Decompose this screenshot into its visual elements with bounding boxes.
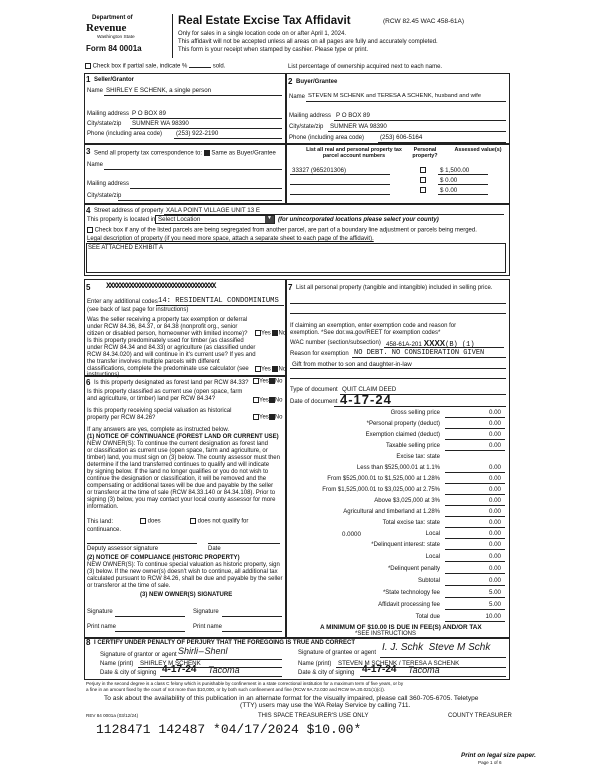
calc-value[interactable]: 0.00 [488, 486, 501, 493]
assessed-value[interactable]: $ 0.00 [440, 177, 458, 184]
header-note-3: This form is your receipt when stamped by cashier. Please type or print. [178, 47, 369, 53]
buyer-phone[interactable]: (253) 606-5164 [380, 134, 423, 141]
exemption-reason-2[interactable]: Gift from mother to son and daughter-in-law [292, 361, 412, 368]
partial-sale-row: Check box if partial sale, indicate % sold. [85, 63, 225, 70]
grantor-signature[interactable]: Shirli – Shenl [178, 646, 228, 656]
assessed-value[interactable]: $ 1,500.00 [440, 167, 470, 174]
calc-value[interactable]: 5.00 [488, 601, 501, 608]
calc-value[interactable]: 0.00 [488, 409, 501, 416]
document-type[interactable]: QUIT CLAIM DEED [342, 386, 397, 393]
seller-name[interactable]: SHIRLEY E SCHENK, a single person [106, 87, 212, 94]
calc-value[interactable]: 0.00 [488, 565, 501, 572]
calc-value[interactable]: 0.00 [488, 431, 501, 438]
grantee-city[interactable]: Tacoma [408, 665, 440, 675]
page-title: Real Estate Excise Tax Affidavit [178, 15, 351, 27]
calc-value[interactable]: 0.00 [488, 420, 501, 427]
calc-value[interactable]: 0.00 [488, 530, 501, 537]
seller-city[interactable]: SUMNER WA 98390 [132, 120, 189, 127]
segregated-checkbox[interactable] [87, 227, 93, 233]
land-does-checkbox[interactable] [140, 518, 146, 524]
land-not-qualify-checkbox[interactable] [190, 518, 196, 524]
calc-value[interactable]: 0.00 [488, 442, 501, 449]
personal-property-checkbox[interactable] [420, 187, 426, 193]
total-due[interactable]: 10.00 [485, 613, 501, 620]
document-date[interactable]: 4-17-24 [340, 392, 392, 407]
header-note-1: Only for sales in a single location code on or after April 1, 2024. [178, 31, 347, 37]
treasurer-stamp: 1128471 142487 *04/17/2024 $10.00* [96, 722, 362, 737]
page-number: Page 1 of 6 [478, 760, 502, 765]
calc-value[interactable]: 0.00 [488, 464, 501, 471]
grantee-signature[interactable]: I. J. Schk Steve M Schk [382, 642, 491, 653]
grantor-name[interactable]: SHIRLEY M SCHENK [140, 660, 201, 667]
calc-value[interactable]: 0.00 [488, 475, 501, 482]
wac-number[interactable]: 458-61A-201 XXXX(B) (1) [386, 339, 475, 349]
partial-sale-checkbox[interactable] [85, 63, 91, 69]
exemption-reason[interactable]: NO DEBT. NO CONSIDERATION GIVEN [354, 349, 485, 357]
buyer-name[interactable]: STEVEN M SCHENK and TERESA A SCHENK, husband and wife [308, 93, 482, 99]
title-ref: (RCW 82.45 WAC 458-61A) [383, 18, 465, 25]
calc-value[interactable]: 0.00 [488, 508, 501, 515]
location-select[interactable]: Select Location ▼ [155, 215, 275, 224]
dept-line1: Department of [92, 15, 133, 21]
buyer-city[interactable]: SUMNER WA 98390 [330, 123, 387, 130]
grantor-city[interactable]: Tacoma [208, 665, 240, 675]
calc-value[interactable]: 0.00 [488, 497, 501, 504]
personal-property-checkbox[interactable] [420, 177, 426, 183]
property-address[interactable]: XALA POINT VILLAGE UNIT 13 E [166, 207, 260, 214]
parcel-number[interactable]: 33327 (965201306) [292, 167, 347, 174]
same-as-buyer-checkbox[interactable] [204, 150, 210, 156]
header-note-2: This affidavit will not be accepted unless all areas on all pages are fully and accurately completed. [178, 39, 438, 45]
seller-phone[interactable]: (253) 922-2190 [176, 130, 219, 137]
grantee-date[interactable]: 4-17-24 [362, 664, 397, 675]
legal-description: SEE ATTACHED EXHIBIT A [88, 245, 164, 251]
chevron-down-icon: ▼ [265, 216, 274, 223]
assessed-value[interactable]: $ 0.00 [440, 187, 458, 194]
calc-value[interactable]: 0.00 [488, 553, 501, 560]
personal-property-checkbox[interactable] [420, 167, 426, 173]
local-rate[interactable]: 0.0000 [342, 531, 361, 538]
calc-value[interactable]: 0.00 [488, 541, 501, 548]
grantee-name[interactable]: STEVEN M SCHENK / TERESA A SCHENK [338, 660, 460, 667]
dept-line3: Washington State [97, 35, 135, 40]
ownership-note: List percentage of ownership acquired next to each name. [288, 64, 443, 70]
calc-value[interactable]: 0.00 [488, 519, 501, 526]
calc-value[interactable]: 0.00 [488, 577, 501, 584]
seller-mailing[interactable]: P O BOX 89 [132, 110, 166, 117]
calc-value[interactable]: 5.00 [488, 589, 501, 596]
form-number: Form 84 0001a [86, 44, 142, 53]
dept-logo-text: Revenue [86, 22, 127, 34]
buyer-mailing[interactable]: P O BOX 89 [336, 112, 370, 119]
grantor-date[interactable]: 4-17-24 [162, 664, 197, 675]
additional-codes[interactable]: 14: RESIDENTIAL CONDOMINIUMS [158, 297, 279, 305]
struck-field: XXXXXXXXXXXXXXXXXXXXXXXXXXXXXXXXX [106, 282, 215, 291]
